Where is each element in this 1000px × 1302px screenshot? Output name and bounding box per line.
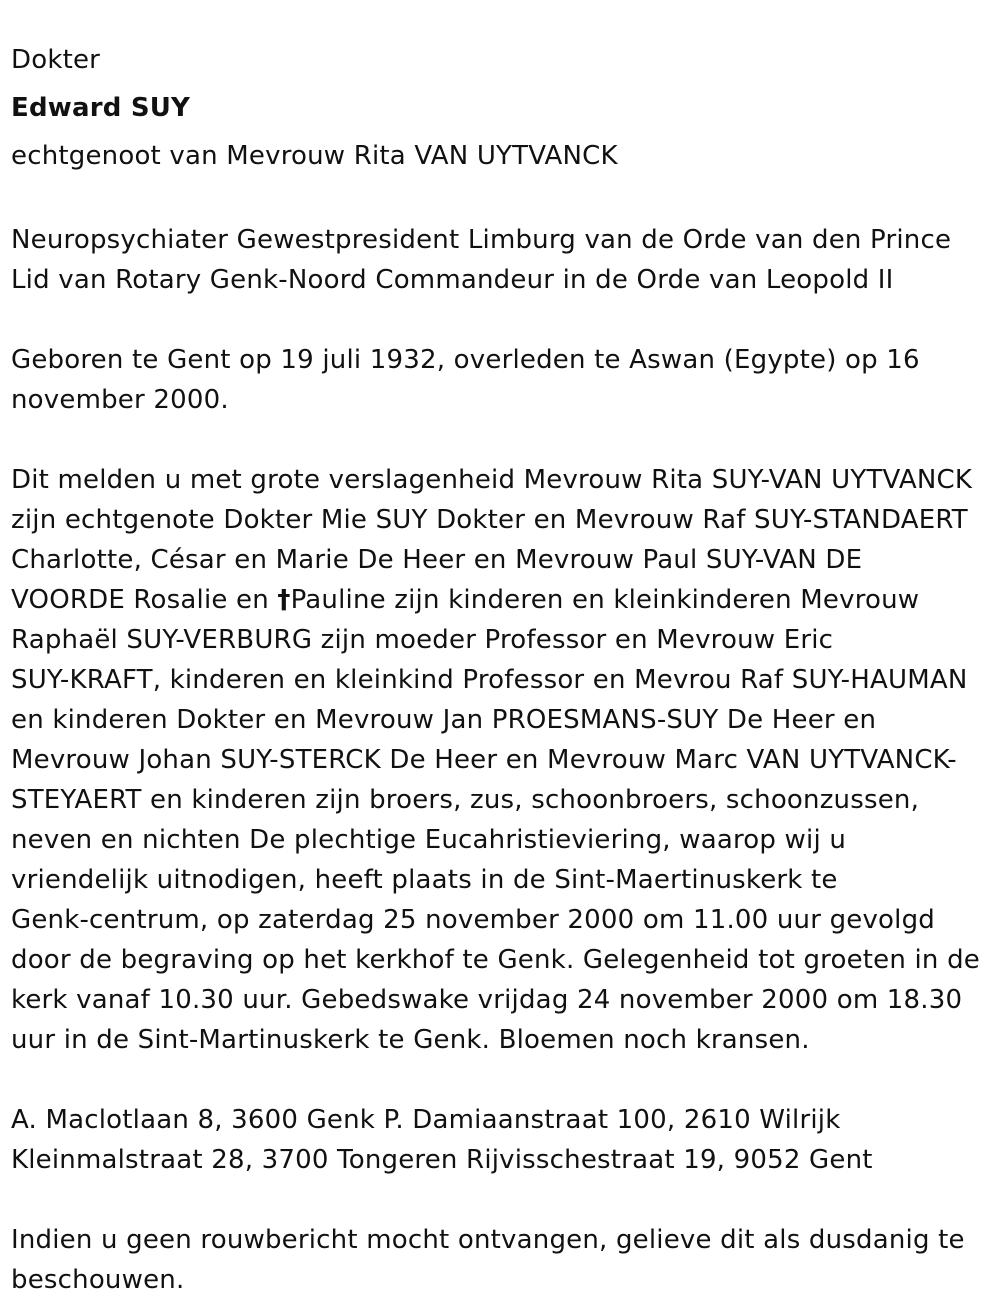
address-line: Kleinmalstraat 28, 3700 Tongeren Rijvisschestraat 19, 9052 Gent	[11, 1145, 873, 1175]
obituary-header	[11, 36, 990, 180]
announcement-line: zijn echtgenote Dokter Mie SUY Dokter en Mevrouw Raf SUY-STANDAERT	[11, 505, 968, 535]
functions-line: Lid van Rotary Genk-Noord Commandeur in de Orde van Leopold II	[11, 265, 894, 295]
dates-paragraph	[11, 340, 990, 420]
addresses-paragraph	[11, 1100, 990, 1180]
announcement-line: Dit melden u met grote verslagenheid Mevrouw Rita SUY-VAN UYTVANCK	[11, 465, 973, 495]
functions-paragraph	[11, 220, 990, 300]
dates-line: november 2000.	[11, 385, 229, 415]
announcement-line: uur in de Sint-Martinuskerk te Genk. Bloemen noch kransen.	[11, 1025, 810, 1055]
closing-line: beschouwen.	[11, 1265, 185, 1295]
announcement-line: vriendelijk uitnodigen, heeft plaats in de Sint-Maertinuskerk te	[11, 865, 838, 895]
announcement-line: door de begraving op het kerkhof te Genk. Gelegenheid tot groeten in de	[11, 945, 980, 975]
address-line: A. Maclotlaan 8, 3600 Genk P. Damiaanstraat 100, 2610 Wilrijk	[11, 1105, 841, 1135]
announcement-line: STEYAERT en kinderen zijn broers, zus, schoonbroers, schoonzussen,	[11, 785, 920, 815]
cross-icon: †	[277, 585, 291, 615]
closing-paragraph	[11, 1220, 990, 1300]
announcement-line: Charlotte, César en Marie De Heer en Mevrouw Paul SUY-VAN DE	[11, 545, 863, 575]
deceased-name: Edward SUY	[11, 93, 191, 123]
closing-line: Indien u geen rouwbericht mocht ontvangen, gelieve dit als dusdanig te	[11, 1225, 965, 1255]
functions-line: Neuropsychiater Gewestpresident Limburg van de Orde van den Prince	[11, 225, 952, 255]
announcement-line: en kinderen Dokter en Mevrouw Jan PROESMANS-SUY De Heer en	[11, 705, 877, 735]
announcement-line: kerk vanaf 10.30 uur. Gebedswake vrijdag 24 november 2000 om 18.30	[11, 985, 963, 1015]
announcement-paragraph	[11, 460, 990, 1060]
announcement-line: Raphaël SUY-VERBURG zijn moeder Professor en Mevrouw Eric	[11, 625, 834, 655]
announcement-line: Mevrouw Johan SUY-STERCK De Heer en Mevrouw Marc VAN UYTVANCK-	[11, 745, 957, 775]
announcement-line	[11, 580, 990, 620]
announcement-text: VOORDE Rosalie en	[11, 585, 278, 615]
announcement-line: SUY-KRAFT, kinderen en kleinkind Professor en Mevrou Raf SUY-HAUMAN	[11, 665, 968, 695]
dates-line: Geboren te Gent op 19 juli 1932, overleden te Aswan (Egypte) op 16	[11, 345, 920, 375]
announcement-line: Genk-centrum, op zaterdag 25 november 2000 om 11.00 uur gevolgd	[11, 905, 935, 935]
announcement-text: Pauline zijn kinderen en kleinkinderen Mevrouw	[290, 585, 920, 615]
announcement-line: neven en nichten De plechtige Eucahristieviering, waarop wij u	[11, 825, 847, 855]
spouse-line: echtgenoot van Mevrouw Rita VAN UYTVANCK	[11, 141, 618, 171]
title-prefix: Dokter	[11, 45, 101, 75]
